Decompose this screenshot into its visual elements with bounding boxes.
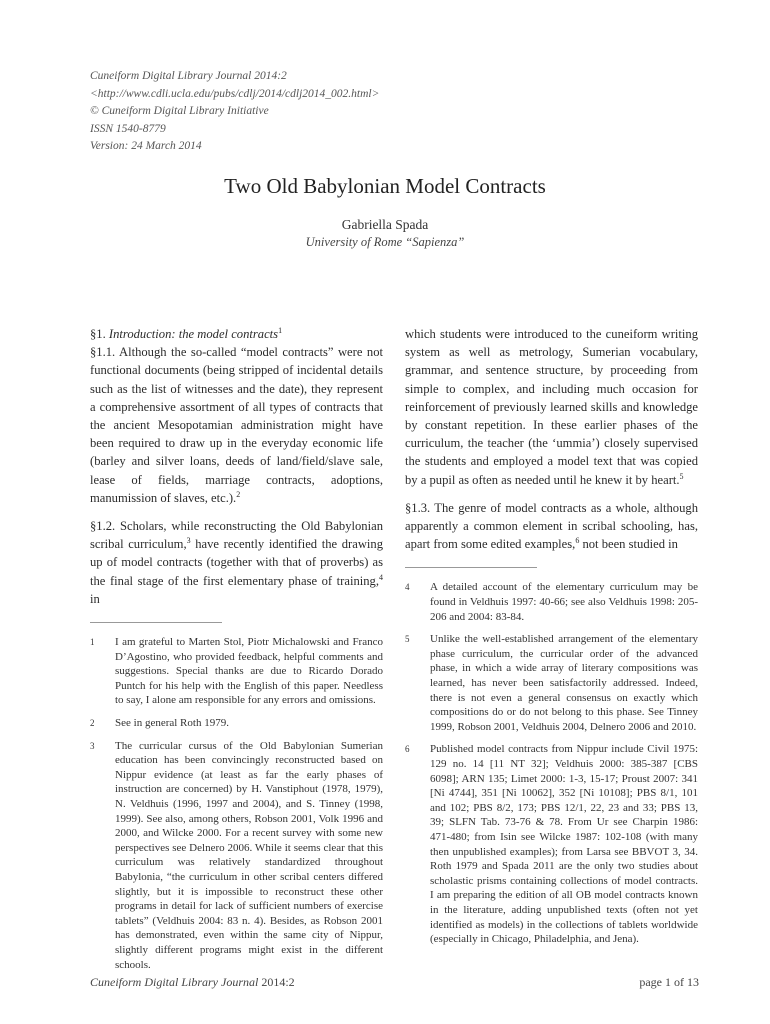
footnote-divider bbox=[90, 622, 222, 623]
section-number: §1. bbox=[90, 327, 109, 341]
right-column bbox=[405, 325, 698, 955]
paragraph-text: in bbox=[90, 591, 100, 606]
footnote bbox=[405, 632, 698, 734]
footnote-number: 2 bbox=[90, 718, 95, 729]
footnote-ref[interactable]: 6 bbox=[575, 536, 580, 546]
footnote-number: 5 bbox=[405, 634, 410, 645]
footnotes-right bbox=[405, 580, 698, 946]
footnote-ref[interactable]: 3 bbox=[186, 536, 191, 546]
author-affiliation: University of Rome “Sapienza” bbox=[305, 235, 465, 249]
left-column bbox=[90, 325, 383, 980]
author-name: Gabriella Spada bbox=[341, 217, 429, 232]
footnote-text: A detailed account of the elementary curriculum may be found in Veldhuis 1997: 40-66; see also Veldhuis 1998: 205-206 and 2004: 83-84. bbox=[430, 581, 698, 623]
footnote bbox=[405, 580, 698, 624]
paragraph-text: not been studied in bbox=[579, 537, 678, 552]
footnote-number: 1 bbox=[90, 637, 95, 648]
copyright-line: © Cuneiform Digital Library Initiative bbox=[90, 105, 269, 118]
footnote-text: See in general Roth 1979. bbox=[115, 717, 229, 730]
version-line: Version: 24 March 2014 bbox=[90, 140, 202, 153]
footnote-ref[interactable]: 4 bbox=[379, 572, 383, 582]
left-body bbox=[90, 325, 383, 608]
paragraph-1-2 bbox=[90, 517, 383, 608]
footnote-number: 3 bbox=[90, 740, 95, 751]
footnote-ref[interactable]: 2 bbox=[236, 489, 241, 499]
paragraph-number: §1.3. bbox=[405, 500, 431, 515]
issn-line: ISSN 1540-8779 bbox=[90, 122, 166, 135]
footnote bbox=[405, 742, 698, 946]
footer-issue: 2014:2 bbox=[258, 975, 295, 989]
right-body bbox=[405, 325, 698, 553]
paragraph-text: which students were introduced to the cuneiform writing system as well as metrology, Sumerian vocabulary, grammar, and sentence structure, by proceeding from simple to complex, and including much occasion for reinforcement of previously learned skills and knowledge by constant repetition. In these earlier phases of the curriculum, the teacher (the ‘ummia’) closely supervised the students and employed a model text that was copied by a pupil as often as needed until he knew it by heart. bbox=[405, 327, 698, 487]
paragraph-1-1 bbox=[90, 343, 383, 507]
page-footer-journal bbox=[90, 975, 295, 990]
paragraph-1-2-continued bbox=[405, 325, 698, 489]
journal-header bbox=[90, 68, 510, 156]
footnote-text: The curricular cursus of the Old Babylonian Sumerian education has been convincingly reconstructed based on Nippur evidence (at least as far the early phases of instruction are concerned) by H. Vanstiphout (1978, 1979), N. Veldhuis (1996, 1997 and 2004), and S. Tinney (1998, 1999). See also, among others, Robson 2001, Volk 1996 and 2000, and Wilcke 2000. For a recent survey with some new perspectives see Delnero 2006. While it seems clear that this curriculum was relatively standardized throughout Babylonia, “the curriculum in other scribal centers differed slightly, but it is impossible to reconstruct these other programs in detail for lack of sufficient numbers of exercise tablets” (Veldhuis 2004: 83 n. 4). Besides, as Robson 2001 has demonstrated, even within the same city of Nippur, slightly different programs might exist in the different schools. bbox=[115, 739, 383, 971]
paragraph-text: Scholars, while reconstructing the Old Babylonian scribal curriculum, bbox=[90, 519, 383, 552]
article-title: Two Old Babylonian Model Contracts bbox=[224, 174, 546, 198]
paragraph-number: §1.2. bbox=[90, 519, 116, 534]
paragraph-text: Although the so-called “model contracts” were not functional documents (being stripped of incidental details such as the list of witnesses and the date), they represent a comprehensive assortment of all types of contracts that the ancient Mesopotamian administration might have been required to draw up in the everyday economic life (barley and silver loans, deeds of land/field/slave sale, lease of fields, marriage contracts, adoptions, manumission of slaves, etc.). bbox=[90, 345, 383, 505]
footnote-number: 6 bbox=[405, 744, 410, 755]
journal-name: Cuneiform Digital Library Journal 2014:2 bbox=[90, 70, 287, 82]
footnote-text: Unlike the well-established arrangement of the elementary phase curriculum, the curricular order of the advanced phase, in which a wide array of literary compositions was learned, has never been satisfactorily addressed. Indeed, there is not even a general consensus on exactly which compositions do or do not belong to this phase. See Tinney 1999, Robson 2001, Veldhuis 2004, Delnero 2006 and 2010. bbox=[430, 633, 698, 733]
section-title: Introduction: the model contracts bbox=[108, 327, 279, 341]
footnote-text: I am grateful to Marten Stol, Piotr Michalowski and Franco D’Agostino, who provided feedback, helpful comments and suggestions. Special thanks are due to Ricardo Dorado Puntch for his help with the English of this paper. Needless to say, I alone am responsible for any errors and omissions. bbox=[115, 636, 383, 707]
footnote-divider bbox=[405, 567, 537, 568]
footnote-ref[interactable]: 5 bbox=[679, 471, 684, 481]
page-number: page 1 of 13 bbox=[639, 975, 699, 989]
footnotes-left bbox=[90, 635, 383, 972]
footnote-ref[interactable]: 1 bbox=[278, 325, 283, 335]
paragraph-text: have recently identified the drawing up of model contracts (together with that of proverbs) as the final stage of the first elementary phase of training, bbox=[90, 537, 384, 588]
footnote-text: Published model contracts from Nippur include Civil 1975: 129 no. 14 [11 NT 32]; Veldhuis 2000: 385-387 [CBS 6098]; ARN 135; Limet 2000: 1-3, 15-17; Proust 2007: 341 [Ni 4744], 351 [Ni 10062], 352 [Ni 10108]; PBS 8/1, 101 and 102; PBS 8/2, 173; PBS 12/1, 22, 23 and 33; PBS 13, 39; SLFN Tab. 73-76 & 78. From Ur see Charpin 1986: 471-480; from Isin see Wilcke 1987: 102-108 (with many then unpublished examples); from Larsa see BBVOT 3, 34. Roth 1979 and Spada 2011 are the only two studies about scholastic prisms containing collections of model contracts. I am preparing the edition of all OB model contracts known in the literature, adding unpublished texts (often not yet identified as models) in the collections of tablets worldwide (especially in Chicago, Philadelphia, and Jena). bbox=[430, 743, 698, 946]
footer-journal-name: Cuneiform Digital Library Journal bbox=[90, 975, 259, 989]
paragraph-text: The genre of model contracts as a whole, although apparently a common element in scribal schooling, has, apart from some edited examples, bbox=[405, 500, 698, 552]
footnote bbox=[90, 739, 383, 973]
footnote bbox=[90, 635, 383, 708]
paragraph-number: §1.1. bbox=[90, 345, 116, 360]
footnote-number: 4 bbox=[405, 582, 410, 593]
paragraph-1-3 bbox=[405, 499, 698, 554]
section-1-heading bbox=[90, 325, 383, 343]
footnote bbox=[90, 716, 383, 731]
article-url[interactable]: <http://www.cdli.ucla.edu/pubs/cdlj/2014/cdlj2014_002.html> bbox=[90, 87, 380, 100]
